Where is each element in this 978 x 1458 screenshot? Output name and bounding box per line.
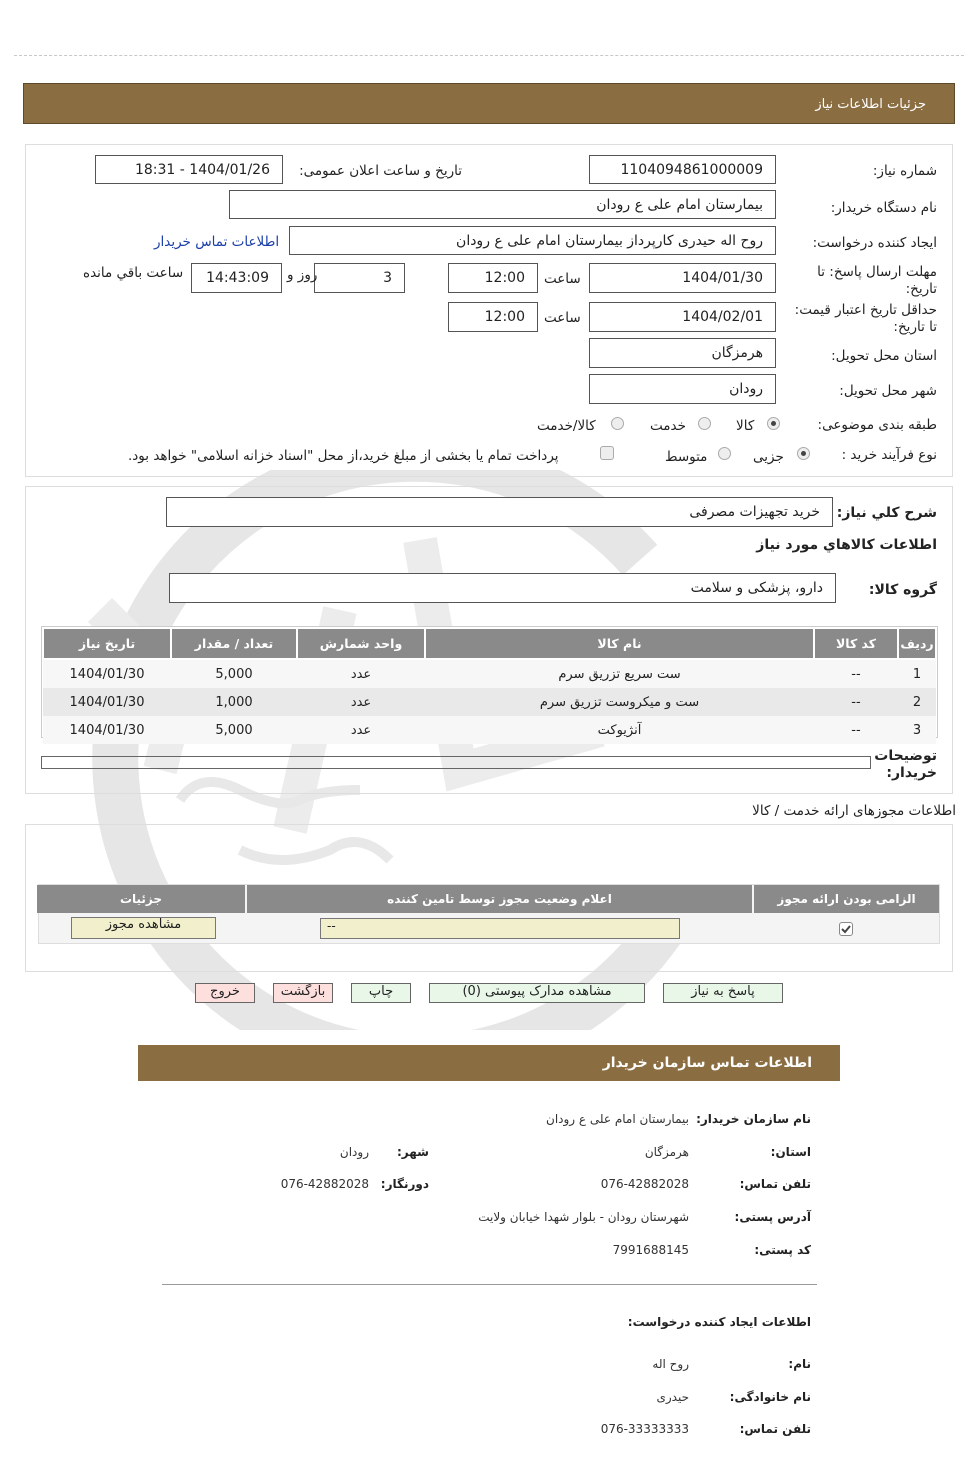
- deadline-label: مهلت ارسال پاسخ: تا تاریخ:: [817, 264, 937, 297]
- creator-family-label: نام خانوادگی:: [729, 1390, 811, 1404]
- validity-date-field: 1404/02/01: [589, 302, 776, 332]
- process-option-medium: متوسط: [665, 449, 708, 465]
- table-row: [43, 716, 936, 744]
- reply-button[interactable]: پاسخ به نیاز: [663, 983, 783, 1003]
- permit-status-field: --: [320, 918, 680, 939]
- creator-phone-value: 076-33333333: [600, 1422, 689, 1436]
- creator-family-value: حیدری: [656, 1390, 689, 1404]
- validity-time-word: ساعت: [544, 310, 581, 326]
- city-label: شهر محل تحویل:: [839, 383, 937, 399]
- table-row: [43, 659, 936, 688]
- print-button[interactable]: چاپ: [351, 983, 411, 1003]
- col-qty: تعداد / مقدار: [171, 628, 297, 659]
- contact-divider: [162, 1284, 817, 1285]
- process-radio-medium[interactable]: [718, 447, 731, 460]
- permits-title: اطلاعات مجوزهای ارائه خدمت / کالا: [752, 803, 956, 819]
- buyer-notes-label: توضیحات خریدار:: [874, 748, 937, 781]
- category-radio-goods[interactable]: [767, 417, 780, 430]
- contact-phone-label: تلفن تماس:: [739, 1177, 811, 1191]
- creator-label: ایجاد کننده درخواست:: [812, 235, 937, 251]
- cell-name: آنژیوکت: [425, 716, 814, 744]
- contact-fax-label: دورنگار:: [380, 1177, 429, 1191]
- items-table: [42, 627, 937, 744]
- contact-phone-value: 076-42882028: [600, 1177, 689, 1191]
- province-field: هرمزگان: [589, 338, 776, 368]
- permits-table: [38, 884, 940, 944]
- process-option-minor: جزیی: [753, 449, 784, 465]
- validity-time-field: 12:00: [448, 302, 538, 332]
- check-icon: [840, 923, 852, 935]
- category-radio-service[interactable]: [698, 417, 711, 430]
- buyer-contact-link[interactable]: اطلاعات تماس خریدار: [154, 234, 280, 250]
- goods-info-title: اطلاعات كالاهاي مورد نياز: [756, 537, 937, 553]
- buyer-notes-field: [41, 756, 871, 769]
- cell-idx: 2: [898, 688, 936, 716]
- contact-province-label: استان:: [770, 1145, 811, 1159]
- process-label: نوع فرآیند خرید :: [841, 447, 937, 463]
- cell-idx: 3: [898, 716, 936, 744]
- table-row: [43, 688, 936, 716]
- cell-qty: 5,000: [171, 716, 297, 744]
- attachments-button[interactable]: مشاهده مدارک پیوستی (0): [429, 983, 645, 1003]
- deadline-date-field: 1404/01/30: [589, 263, 776, 293]
- col-date: تاریخ نیاز: [43, 628, 171, 659]
- time-remaining-word: ساعت باقي مانده: [83, 265, 184, 281]
- announce-datetime-field: 1404/01/26 - 18:31: [95, 155, 283, 184]
- cell-date: 1404/01/30: [43, 688, 171, 716]
- page-header: [23, 83, 955, 124]
- goods-group-field: دارو، پزشکی و سلامت: [169, 573, 836, 603]
- col-row: ردیف: [898, 628, 936, 659]
- contact-city-label: شهر:: [397, 1145, 429, 1159]
- contact-title: اطلاعات تماس سازمان خریدار: [602, 1055, 812, 1071]
- category-option-service: خدمت: [650, 418, 686, 434]
- category-label: طبقه بندی موضوعی:: [817, 417, 937, 433]
- creator-name-label: نام:: [788, 1357, 811, 1371]
- province-label: استان محل تحویل:: [831, 348, 937, 364]
- process-radio-minor[interactable]: [797, 447, 810, 460]
- buyer-org-field: بیمارستان امام علی ع رودان: [229, 190, 776, 219]
- col-code: کد کالا: [814, 628, 898, 659]
- contact-postal-value: 7991688145: [612, 1243, 689, 1257]
- creator-field: روح اله حیدری کارپرداز بیمارستان امام علی ع رودان: [289, 226, 776, 255]
- goods-group-label: گروه كالا:: [868, 582, 937, 598]
- back-button[interactable]: بازگشت: [273, 983, 333, 1003]
- col-name: نام کالا: [425, 628, 814, 659]
- view-permit-button[interactable]: مشاهده مجوز: [71, 917, 216, 939]
- col-unit: واحد شمارش: [297, 628, 425, 659]
- cell-qty: 1,000: [171, 688, 297, 716]
- contact-postal-label: کد پستی:: [754, 1243, 811, 1257]
- cell-unit: عدد: [297, 659, 425, 688]
- cell-date: 1404/01/30: [43, 659, 171, 688]
- category-option-goods: کالا: [736, 418, 755, 434]
- col-permit-status: اعلام وضعیت مجوز توسط تامین کننده: [247, 885, 752, 913]
- treasury-checkbox[interactable]: [600, 446, 614, 460]
- items-header-row: [43, 628, 936, 659]
- cell-name: ست سریع تزریق سرم: [425, 659, 814, 688]
- top-divider: [14, 55, 964, 56]
- contact-address-value: شهرستان رودان - بلوار شهدا خیابان ولایت: [478, 1210, 689, 1224]
- days-remaining-field: 3: [314, 263, 405, 293]
- treasury-note: پرداخت تمام یا بخشی از مبلغ خرید،از محل "اسناد خزانه اسلامی" خواهد بود.: [128, 448, 559, 464]
- cell-code: --: [814, 659, 898, 688]
- contact-fax-value: 076-42882028: [280, 1177, 369, 1191]
- contact-header: [138, 1045, 840, 1081]
- deadline-time-field: 12:00: [448, 263, 538, 293]
- buyer-org-label: نام دستگاه خریدار:: [830, 200, 937, 216]
- cell-code: --: [814, 716, 898, 744]
- page-title: جزئیات اطلاعات نیاز: [815, 97, 926, 112]
- cell-unit: عدد: [297, 716, 425, 744]
- need-number-label: شماره نیاز:: [872, 163, 937, 179]
- contact-address-label: آدرس پستی:: [734, 1210, 811, 1224]
- time-remaining-field: 14:43:09: [191, 263, 282, 293]
- deadline-time-word: ساعت: [544, 271, 581, 287]
- contact-province-value: هرمزگان: [644, 1145, 689, 1159]
- announce-datetime-label: تاریخ و ساعت اعلان عمومی:: [299, 163, 462, 179]
- contact-city-value: رودان: [339, 1145, 369, 1159]
- contact-org-label: نام سازمان خریدار:: [696, 1112, 811, 1126]
- cell-idx: 1: [898, 659, 936, 688]
- cell-qty: 5,000: [171, 659, 297, 688]
- col-permit-required: الزامی بودن ارائه مجوز: [754, 885, 939, 913]
- items-table-wrapper: [41, 626, 938, 738]
- exit-button[interactable]: خروج: [195, 983, 255, 1003]
- need-number-field: 1104094861000009: [589, 155, 776, 184]
- cell-name: ست و میکروست تزریق سرم: [425, 688, 814, 716]
- category-option-goods-service: کالا/خدمت: [537, 418, 596, 434]
- col-permit-details: جزئیات: [37, 885, 245, 913]
- creator-info-title: اطلاعات ایجاد کننده درخواست:: [627, 1315, 811, 1329]
- contact-org-value: بیمارستان امام علی ع رودان: [546, 1112, 689, 1126]
- cell-date: 1404/01/30: [43, 716, 171, 744]
- need-desc-field: خرید تجهیزات مصرفی: [166, 497, 833, 527]
- days-word: روز و: [287, 267, 318, 283]
- validity-label: حداقل تاریخ اعتبار قیمت: تا تاریخ:: [794, 302, 937, 335]
- cell-unit: عدد: [297, 688, 425, 716]
- need-desc-label: شرح كلي نياز:: [836, 505, 937, 521]
- creator-phone-label: تلفن تماس:: [739, 1422, 811, 1436]
- permit-required-checkbox: [839, 922, 853, 936]
- cell-code: --: [814, 688, 898, 716]
- city-field: رودان: [589, 374, 776, 404]
- category-radio-goods-service[interactable]: [611, 417, 624, 430]
- creator-name-value: روح اله: [652, 1357, 689, 1371]
